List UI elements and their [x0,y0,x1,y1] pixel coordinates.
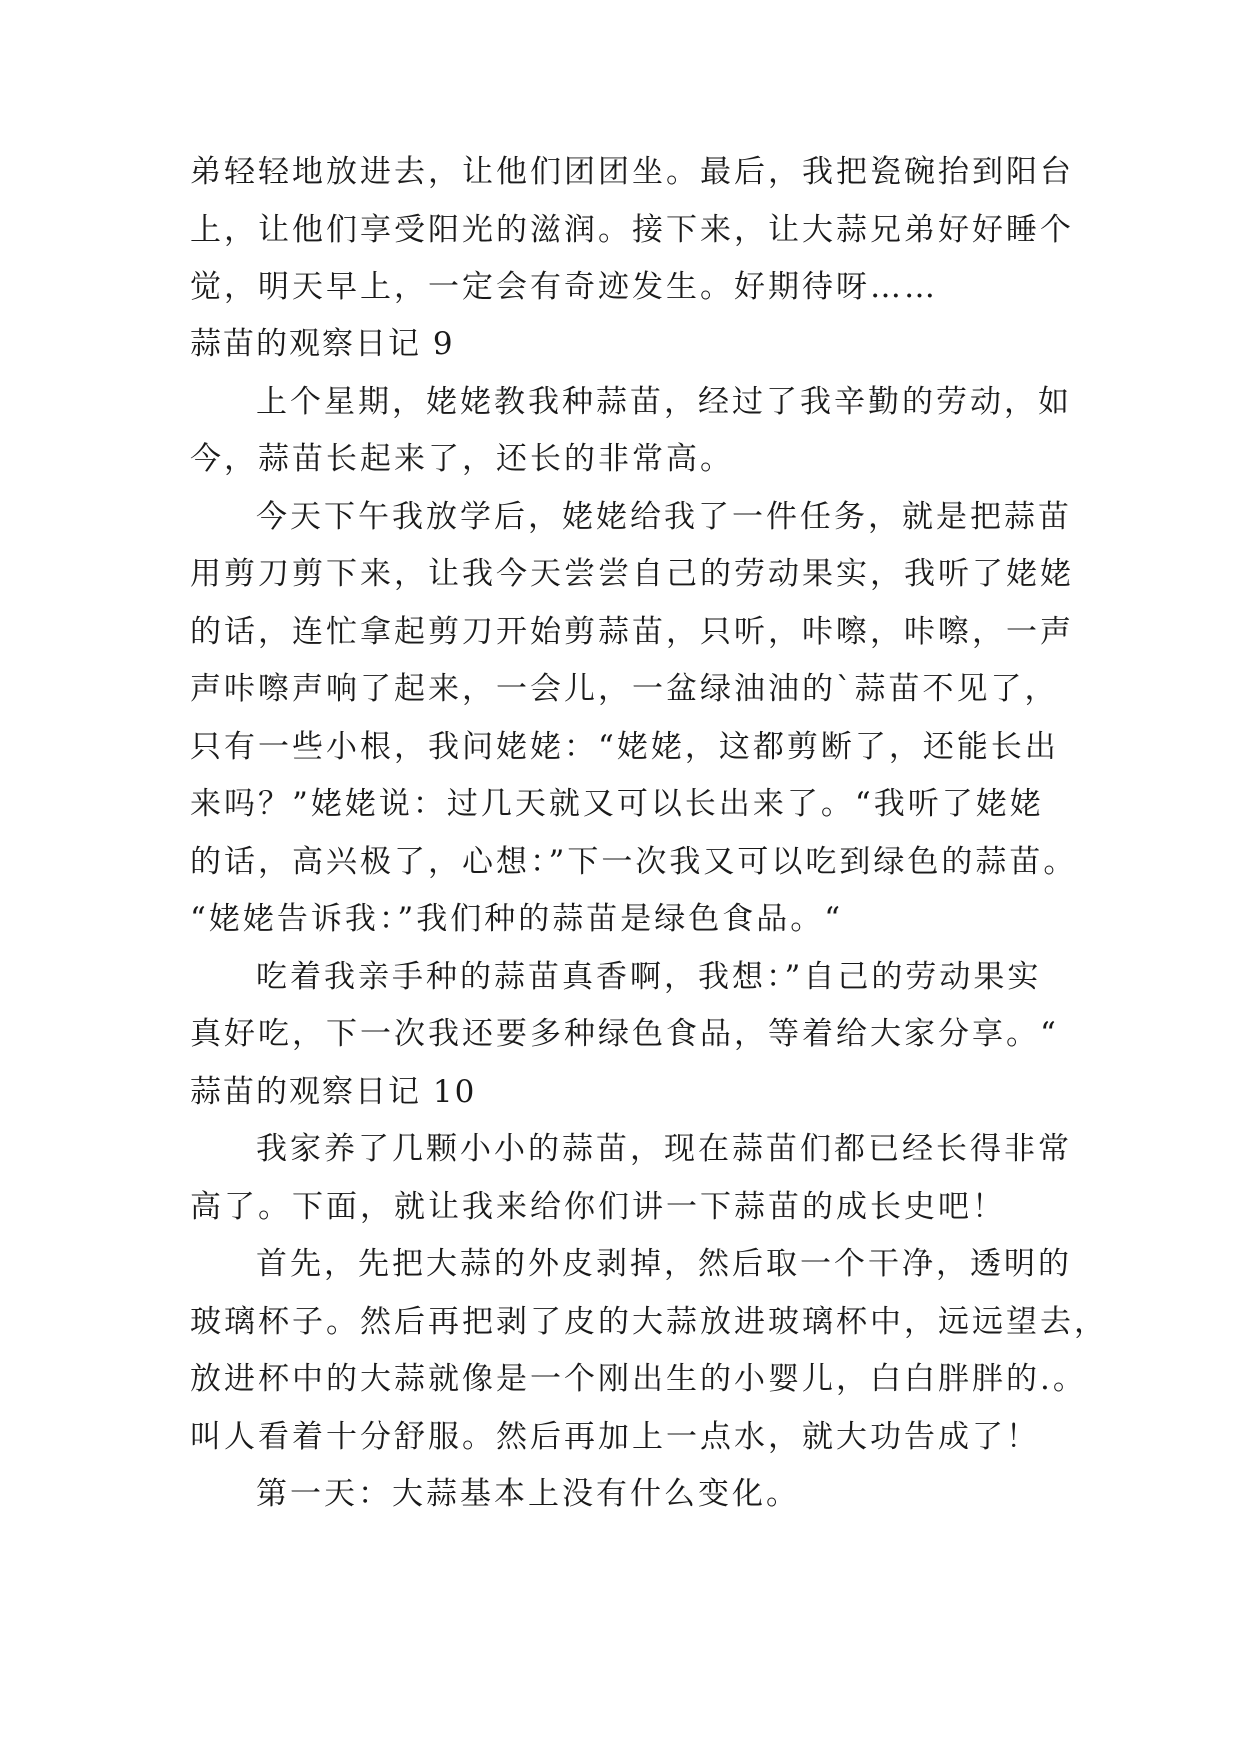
text-line: 只有一些小根，我问姥姥：“姥姥，这都剪断了，还能长出 [190,729,1059,765]
text-line: 吃着我亲手种的蒜苗真香啊，我想：”自己的劳动果实 [256,959,1042,995]
text-line: 来吗？”姥姥说：过几天就又可以长出来了。“我听了姥姥 [190,786,1044,822]
text-line: 的话，高兴极了，心想：”下一次我又可以吃到绿色的蒜苗。 [190,844,1078,880]
text-line: 上个星期，姥姥教我种蒜苗，经过了我辛勤的劳动，如 [256,384,1072,420]
text-line: 放进杯中的大蒜就像是一个刚出生的小婴儿，白白胖胖的.。 [190,1361,1087,1397]
text-line: 觉，明天早上，一定会有奇迹发生。好期待呀…… [190,269,938,305]
text-line: 第一天：大蒜基本上没有什么变化。 [256,1476,800,1512]
text-line: 真好吃，下一次我还要多种绿色食品，等着给大家分享。“ [190,1016,1059,1052]
text-line: 今天下午我放学后，姥姥给我了一件任务，就是把蒜苗 [256,499,1072,535]
text-line: 用剪刀剪下来，让我今天尝尝自己的劳动果实，我听了姥姥 [190,556,1074,592]
text-line: 高了。下面，就让我来给你们讲一下蒜苗的成长史吧！ [190,1189,1006,1225]
text-line: “姥姥告诉我：”我们种的蒜苗是绿色食品。“ [190,901,844,937]
text-line: 叫人看着十分舒服。然后再加上一点水，就大功告成了！ [190,1419,1040,1455]
text-line: 首先，先把大蒜的外皮剥掉，然后取一个干净，透明的 [256,1246,1072,1282]
section-heading: 蒜苗的观察日记 9 [190,326,455,362]
section-heading: 蒜苗的观察日记 10 [190,1074,477,1110]
text-line: 上，让他们享受阳光的滋润。接下来，让大蒜兄弟好好睡个 [190,212,1074,248]
text-line: 今，蒜苗长起来了，还长的非常高。 [190,441,734,477]
text-line: 我家养了几颗小小的蒜苗，现在蒜苗们都已经长得非常 [256,1131,1072,1167]
text-line: 声咔嚓声响了起来，一会儿，一盆绿油油的`蒜苗不见了， [190,671,1059,707]
text-line: 的话，连忙拿起剪刀开始剪蒜苗，只听，咔嚓，咔嚓，一声 [190,614,1074,650]
text-line: 弟轻轻地放进去，让他们团团坐。最后，我把瓷碗抬到阳台 [190,154,1074,190]
text-line: 玻璃杯子。然后再把剥了皮的大蒜放进玻璃杯中，远远望去， [190,1304,1108,1340]
